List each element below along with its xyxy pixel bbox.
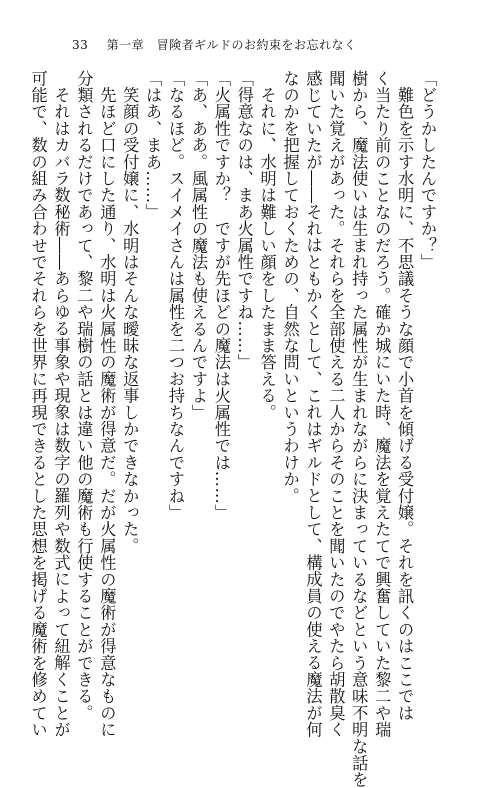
text-line: 先ほど口にした通り、水明は火属性の魔術が得意だ。だが火属性の魔術が得意なものに <box>97 70 117 738</box>
text-line: 樹から、魔法使いは生まれ持った属性が生まれながらに決まっているなどという意味不明な話を <box>349 70 369 788</box>
text-line: 可能で、数の組み合わせでそれらを世界に再現できるとした思想を掲げる魔術を修めてい <box>28 70 48 738</box>
text-line: 「どうかしたんですか？」 <box>418 70 437 271</box>
chapter-title: 第一章 冒険者ギルドのお約束をお忘れなく <box>106 38 357 52</box>
text-line: 「はあ、まあ……」 <box>143 70 163 221</box>
text-line: 「火属性ですか？ ですが先ほどの魔法は火属性では……」 <box>211 70 231 521</box>
text-line: 「得意なのは、まあ火属性ですね……」 <box>234 70 254 371</box>
text-line: 難色を示す水明に、不思議そうな顔で小首を傾げる受付嬢。それを訊くのはここでは <box>395 70 415 722</box>
text-line: 「なるほど。スイメイさんは属性を二つお持ちなんですね」 <box>166 70 186 521</box>
page-header <box>72 36 357 53</box>
text-line: 分類されるだけであって、黎二や瑞樹の話とは違い他の魔術も行使することができる。 <box>74 70 94 722</box>
text-line: 聞いた覚えがあった。それらを全部使える二人からそのことを聞いたのでやたら胡散臭く <box>326 70 346 738</box>
novel-body-text <box>28 70 438 788</box>
text-line: それに、水明は難しい顔をしたまま答える。 <box>257 70 277 421</box>
text-line: く当たり前のことなのだろう。確か城にいた時、魔法を覚えたてで興奮していた黎二や瑞 <box>372 70 392 738</box>
page-number: 33 <box>72 38 89 52</box>
text-line: 笑顔の受付嬢に、水明はそんな曖昧な返事しかできなかった。 <box>120 70 140 555</box>
text-line: それはカバラ数秘術――あらゆる事象や現象は数字の羅列や数式によって紐解くことが <box>51 70 71 738</box>
text-line: 「あ、ああ。風属性の魔法も使えるんですよ」 <box>188 70 208 421</box>
text-line: なのかを把握しておくための、自然な問いというわけか。 <box>280 70 300 505</box>
text-line: 感じていたが――それはともかくとして、これはギルドとして、構成員の使える魔法が何 <box>303 70 323 738</box>
